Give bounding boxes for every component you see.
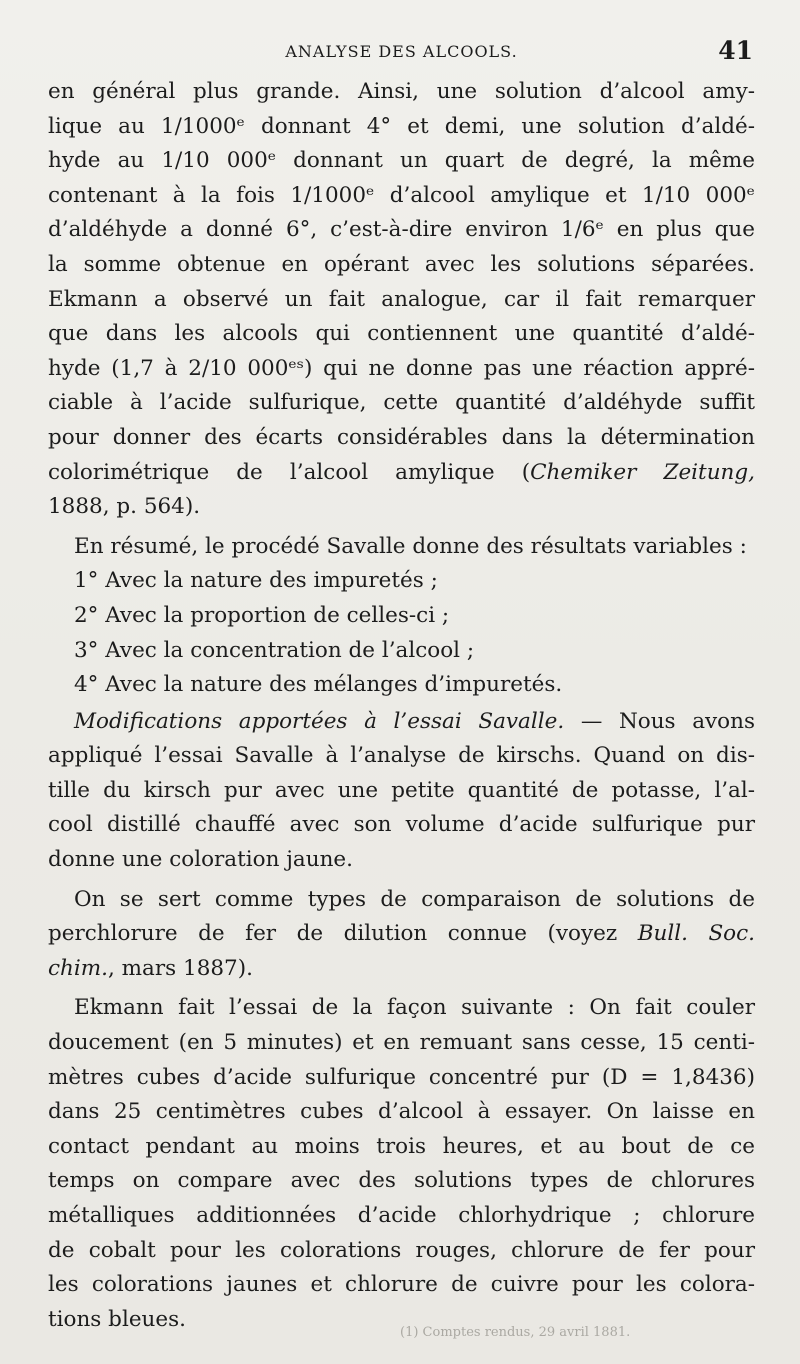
text-fragment: — Nous avons	[564, 708, 755, 734]
text-line: de cobalt pour les colorations rouges, chlorure de fer pour	[48, 1237, 755, 1263]
text-line: en général plus grande. Ainsi, une solution d’alcool amy-	[48, 79, 755, 104]
body-text	[48, 75, 755, 1337]
text-line: d’aldéhyde a donné 6°, c’est-à-dire environ 1/6ᵉ en plus que	[48, 217, 755, 243]
text-line: cool distillé chauffé avec son volume d’acide sulfurique pur	[48, 812, 755, 838]
text-line-citation	[48, 456, 755, 491]
reference-italic: Bull. Soc.	[637, 921, 755, 947]
text-fragment: perchlorure de fer de dilution connue (voyez	[48, 921, 638, 947]
text-line-reference-end	[48, 952, 755, 987]
text-fragment: , mars 1887).	[108, 955, 253, 981]
list-item: 2° Avec la proportion de celles-ci ;	[74, 602, 450, 628]
text-line: contenant à la fois 1/1000ᵉ d’alcool amylique et 1/10 000ᵉ	[48, 182, 755, 208]
text-line-heading	[48, 705, 755, 740]
list-item: 1° Avec la nature des impuretés ;	[74, 568, 438, 594]
text-line-reference	[48, 917, 755, 952]
text-line: donne une coloration jaune.	[48, 847, 353, 873]
text-line: lique au 1/1000ᵉ donnant 4° et demi, une solution d’aldé-	[48, 113, 755, 139]
paragraph-ekmann-method	[48, 991, 755, 1337]
text-line: les colorations jaunes et chlorure de cuivre pour les colora-	[48, 1272, 755, 1298]
text-line: hyde (1,7 à 2/10 000ᵉˢ) qui ne donne pas une réaction appré-	[48, 355, 755, 381]
summary-intro: En résumé, le procédé Savalle donne des résultats variables :	[74, 533, 747, 559]
text-line: On se sert comme types de comparaison de solutions de	[74, 886, 755, 912]
text-line: dans 25 centimètres cubes d’alcool à essayer. On laisse en	[48, 1099, 755, 1125]
show-through-footnote: (1) Comptes rendus, 29 avril 1881.	[400, 1325, 631, 1340]
text-line: pour donner des écarts considérables dans la détermination	[48, 424, 755, 450]
reference-italic: chim.	[48, 955, 108, 981]
running-title: ANALYSE DES ALCOOLS.	[285, 42, 518, 61]
page-number: 41	[718, 36, 753, 65]
section-heading-italic: Modifications apportées à l’essai Savalle.	[74, 708, 565, 734]
text-line: appliqué l’essai Savalle à l’analyse de kirschs. Quand on dis-	[48, 743, 755, 769]
text-fragment: colorimétrique de l’alcool amylique (	[48, 459, 531, 485]
text-line: tions bleues.	[48, 1306, 186, 1332]
text-line: hyde au 1/10 000ᵉ donnant un quart de degré, la même	[48, 148, 755, 174]
paragraph-modifications	[48, 705, 755, 878]
text-line: contact pendant au moins trois heures, et au bout de ce	[48, 1133, 755, 1159]
text-line: doucement (en 5 minutes) et en remuant sans cesse, 15 centi-	[48, 1030, 755, 1056]
text-line: métalliques additionnées d’acide chlorhydrique ; chlorure	[48, 1203, 755, 1228]
list-item: 3° Avec la concentration de l’alcool ;	[74, 637, 475, 663]
page-header	[48, 36, 755, 68]
paragraph-summary	[48, 530, 755, 703]
text-line: Ekmann a observé un fait analogue, car il fait remarquer	[48, 286, 755, 312]
paragraph-1	[48, 75, 755, 525]
text-line: Ekmann fait l’essai de la façon suivante : On fait couler	[74, 995, 755, 1021]
citation-italic: Chemiker Zeitung,	[530, 459, 755, 485]
text-line: la somme obtenue en opérant avec les solutions séparées.	[48, 251, 755, 277]
text-line: que dans les alcools qui contiennent une quantité d’aldé-	[48, 321, 755, 347]
text-line: temps on compare avec des solutions types de chlorures	[48, 1168, 755, 1194]
list-item: 4° Avec la nature des mélanges d’impuretés.	[74, 672, 563, 698]
paragraph-comparison	[48, 883, 755, 987]
text-line: ciable à l’acide sulfurique, cette quantité d’aldéhyde suffit	[48, 390, 755, 416]
text-line: 1888, p. 564).	[48, 494, 201, 520]
text-line: mètres cubes d’acide sulfurique concentré pur (D = 1,8436)	[48, 1064, 755, 1090]
text-line: tille du kirsch pur avec une petite quantité de potasse, l’al-	[48, 777, 755, 803]
